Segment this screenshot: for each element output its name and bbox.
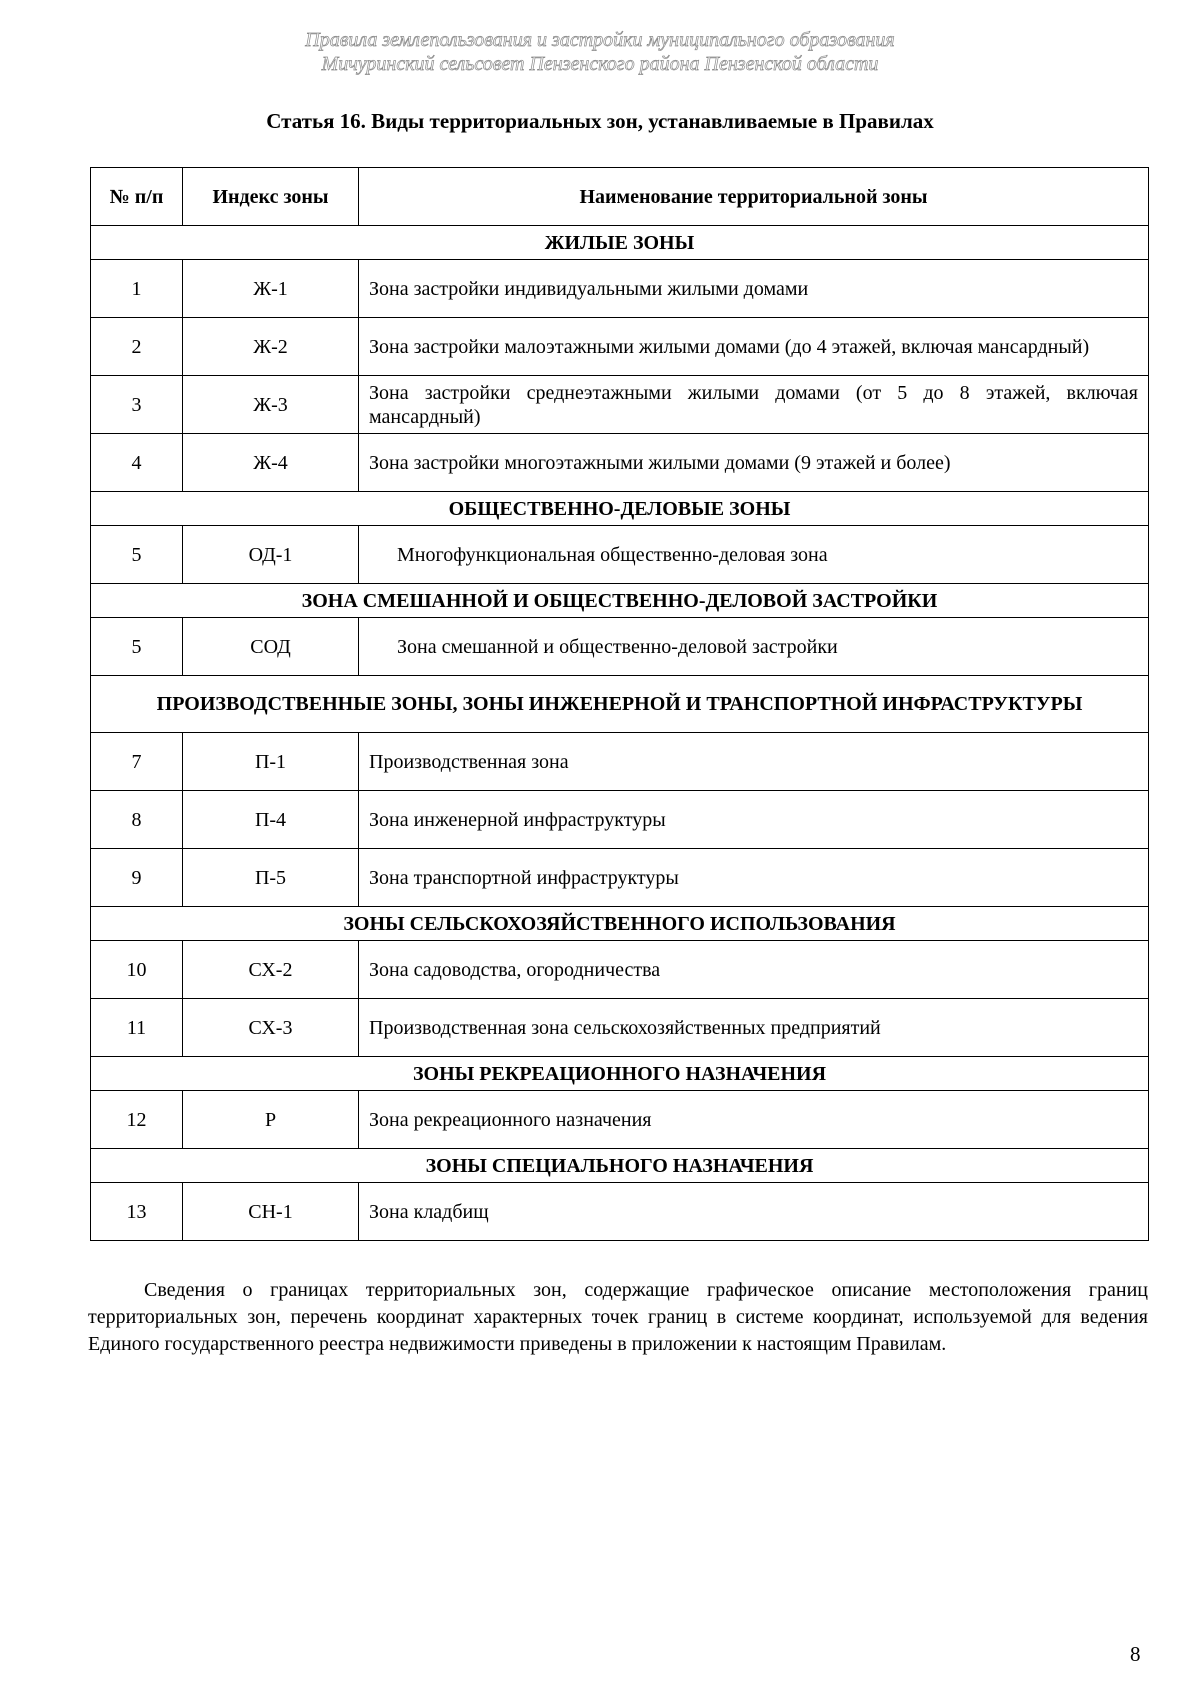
- table-row: [91, 999, 1149, 1057]
- zone-code: П-4: [183, 791, 359, 849]
- zone-code: Ж-1: [183, 260, 359, 318]
- header-line-1: Правила землепользования и застройки муниципального образования: [305, 29, 895, 51]
- header-line-2: Мичуринский сельсовет Пензенского района Пензенской области: [321, 53, 879, 75]
- section-row-industrial: [91, 676, 1149, 733]
- zone-code: Ж-4: [183, 434, 359, 492]
- table-row: [91, 849, 1149, 907]
- zone-name: Зона кладбищ: [359, 1183, 1149, 1241]
- zone-code: П-5: [183, 849, 359, 907]
- section-row-special: [91, 1149, 1149, 1183]
- zone-name: Производственная зона: [359, 733, 1149, 791]
- row-number: 2: [91, 318, 183, 376]
- row-number: 1: [91, 260, 183, 318]
- article-title: Статья 16. Виды территориальных зон, устанавливаемые в Правилах: [266, 109, 934, 133]
- zone-name: Зона садоводства, огородничества: [359, 941, 1149, 999]
- table-row: [91, 733, 1149, 791]
- table-row: [91, 376, 1149, 434]
- page-number: 8: [1130, 1642, 1141, 1666]
- zone-name: Производственная зона сельскохозяйственных предприятий: [359, 999, 1149, 1057]
- section-row-residential: [91, 226, 1149, 260]
- boundary-note-paragraph: Сведения о границах территориальных зон, содержащие графическое описание местоположения границ территориальных зон, перечень координат характерных точек границ в системе координат, используемой для ведения Единого государственного реестра недвижимости приведены в приложении к настоящим Правилам.: [88, 1279, 1148, 1355]
- row-number: 11: [91, 999, 183, 1057]
- table-row: [91, 1183, 1149, 1241]
- section-title: ЖИЛЫЕ ЗОНЫ: [91, 226, 1149, 260]
- column-header-name: Наименование территориальной зоны: [359, 168, 1149, 226]
- zone-name: Зона застройки многоэтажными жилыми домами (9 этажей и более): [359, 434, 1149, 492]
- table-row: [91, 434, 1149, 492]
- table-row: [91, 941, 1149, 999]
- zone-name: Зона смешанной и общественно-деловой застройки: [359, 618, 1149, 676]
- column-header-code: Индекс зоны: [183, 168, 359, 226]
- zone-name: Зона рекреационного назначения: [359, 1091, 1149, 1149]
- table-row: [91, 1091, 1149, 1149]
- column-header-number: № п/п: [91, 168, 183, 226]
- zone-name: Зона транспортной инфраструктуры: [359, 849, 1149, 907]
- row-number: 13: [91, 1183, 183, 1241]
- zone-code: Р: [183, 1091, 359, 1149]
- table-row: [91, 618, 1149, 676]
- section-title: ЗОНЫ СЕЛЬСКОХОЗЯЙСТВЕННОГО ИСПОЛЬЗОВАНИЯ: [91, 907, 1149, 941]
- row-number: 3: [91, 376, 183, 434]
- table-row: [91, 791, 1149, 849]
- row-number: 7: [91, 733, 183, 791]
- table-row: [91, 260, 1149, 318]
- section-title: ЗОНЫ СПЕЦИАЛЬНОГО НАЗНАЧЕНИЯ: [91, 1149, 1149, 1183]
- row-number: 5: [91, 618, 183, 676]
- table-header-row: [91, 168, 1149, 226]
- row-number: 5: [91, 526, 183, 584]
- table-row: [91, 526, 1149, 584]
- row-number: 9: [91, 849, 183, 907]
- zone-code: ОД-1: [183, 526, 359, 584]
- section-title: ЗОНЫ РЕКРЕАЦИОННОГО НАЗНАЧЕНИЯ: [91, 1057, 1149, 1091]
- row-number: 8: [91, 791, 183, 849]
- zone-name: Зона инженерной инфраструктуры: [359, 791, 1149, 849]
- zones-table: [90, 167, 1149, 1241]
- zone-name: Зона застройки среднеэтажными жилыми домами (от 5 до 8 этажей, включая мансардный): [359, 376, 1149, 434]
- zone-code: Ж-2: [183, 318, 359, 376]
- section-row-public-business: [91, 492, 1149, 526]
- zone-name: Зона застройки индивидуальными жилыми домами: [359, 260, 1149, 318]
- zone-code: Ж-3: [183, 376, 359, 434]
- zone-name: Зона застройки малоэтажными жилыми домами (до 4 этажей, включая мансардный): [359, 318, 1149, 376]
- row-number: 4: [91, 434, 183, 492]
- zone-code: СОД: [183, 618, 359, 676]
- zone-code: СН-1: [183, 1183, 359, 1241]
- row-number: 10: [91, 941, 183, 999]
- row-number: 12: [91, 1091, 183, 1149]
- section-title: ОБЩЕСТВЕННО-ДЕЛОВЫЕ ЗОНЫ: [91, 492, 1149, 526]
- zone-code: П-1: [183, 733, 359, 791]
- zone-code: СХ-3: [183, 999, 359, 1057]
- page-header: [0, 28, 1200, 76]
- section-row-recreational: [91, 1057, 1149, 1091]
- section-title: ЗОНА СМЕШАННОЙ И ОБЩЕСТВЕННО-ДЕЛОВОЙ ЗАСТРОЙКИ: [91, 584, 1149, 618]
- section-row-mixed: [91, 584, 1149, 618]
- table-row: [91, 318, 1149, 376]
- section-row-agricultural: [91, 907, 1149, 941]
- zone-name: Многофункциональная общественно-деловая зона: [359, 526, 1149, 584]
- section-title: ПРОИЗВОДСТВЕННЫЕ ЗОНЫ, ЗОНЫ ИНЖЕНЕРНОЙ И ТРАНСПОРТНОЙ ИНФРАСТРУКТУРЫ: [91, 676, 1149, 733]
- zone-code: СХ-2: [183, 941, 359, 999]
